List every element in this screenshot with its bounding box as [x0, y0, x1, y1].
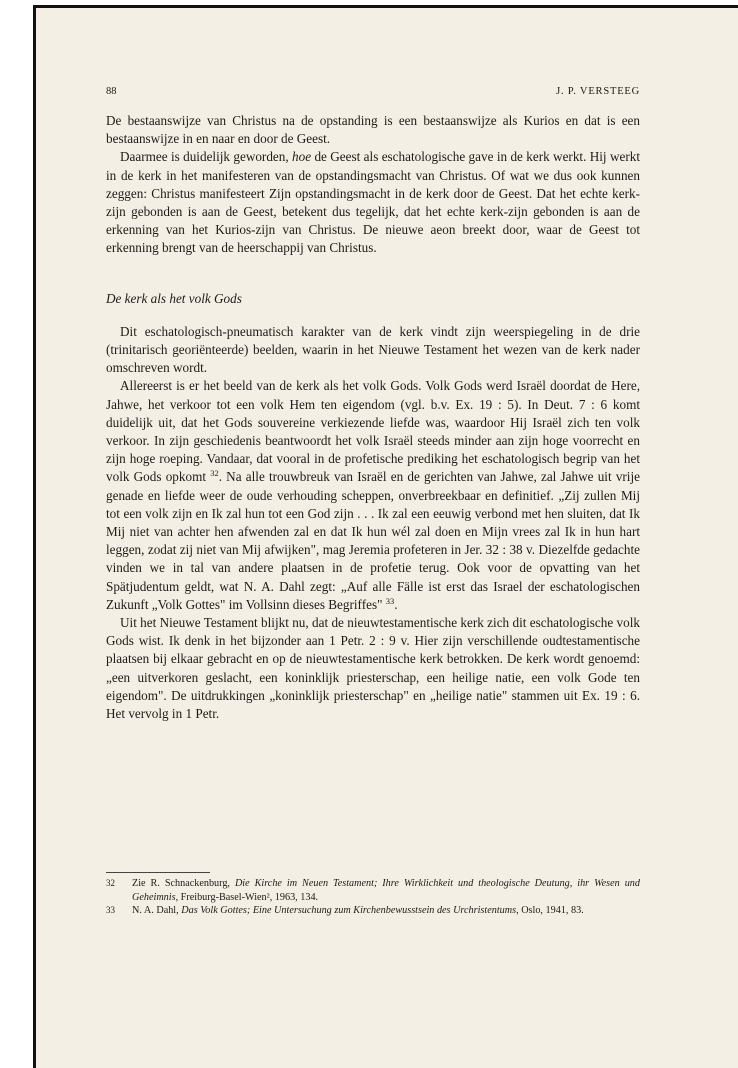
section-heading: De kerk als het volk Gods: [106, 290, 242, 306]
footnote-33: 33 N. A. Dahl, Das Volk Gottes; Eine Untersuchung zum Kirchenbewusstsein des Urchristentums, Oslo, 1941, 83.: [106, 905, 584, 917]
paragraph-4: Allereerst is er het beeld van de kerk als het volk Gods. Volk Gods werd Israël doordat de Here, Jahwe, het verkoor tot een volk Hem ten eigendom (vgl. b.v. Ex. 19 : 5). In Deut. 7 : 6 komt duidelijk uit, dat het Gods souvereine verkiezende liefde was, waardoor Hij Israël zich ten volk verkoor. In zijn geschiedenis beantwoordt het volk Israël steeds minder aan zijn hoge voorrecht en zijn hoge roeping. Vandaar, dat vooral in de profetische prediking het eschatologisch begrip van het volk Gods opkomt $^{32}$. Na alle trouwbreuk van Israël en de gerichten van Jahwe, zal Jahwe uit vrije genade en liefde weer de oude verhouding scheppen, onverbreekbaar en definitief. „Zij zullen Mij tot een volk zijn en Ik zal hun tot een God zijn . . . Ik zal een eeuwig verbond met hen sluiten, dat Ik Mij niet van achter hen afwenden zal en dat Ik hun wél zal doen en Mijn vrees zal Ik in hun hart leggen, zodat zij niet van Mij afwijken", mag Jeremia profeteren in Jer. 32 : 38 v. Diezelfde gedachte vinden we in tal van andere plaatsen in de profetie terug. Ook voor de opvatting van het Spätjudentum geldt, wat N. A. Dahl zegt: „Auf alle Fälle ist erst das Israel der eschatologischen Zukunft „Volk Gottes" im Vollsinn dieses Begriffes" $^{33}$.: [106, 378, 640, 612]
footnote-divider: [106, 872, 210, 873]
page-number: 88: [106, 86, 117, 97]
footnote-number: 33: [106, 905, 115, 916]
paragraph-3: Dit eschatologisch-pneumatisch karakter van de kerk vindt zijn weerspiegeling in de drie (trinitarisch georiënteerde) beelden, waarin in het Nieuwe Testament het wezen van de kerk nader omschreven wordt.: [106, 323, 640, 376]
running-head: J. P. VERSTEEG: [556, 86, 640, 97]
page-header: [106, 86, 640, 100]
footnote-32: 32 Zie R. Schnackenburg, Die Kirche im Neuen Testament; Ihre Wirklichkeit und theologische Deutung, ihr Wesen und Geheimnis, Freiburg-Basel-Wien², 1963, 134.: [106, 878, 640, 903]
paragraph-5: Uit het Nieuwe Testament blijkt nu, dat de nieuwtestamentische kerk zich dit eschatologische volk Gods wist. Ik denk in het bijzonder aan 1 Petr. 2 : 9 v. Hier zijn verschillende oudtestamentische plaatsen bij elkaar gebracht en op de nieuwtestamentische kerk betrokken. De kerk wordt genoemd: „een uitverkoren geslacht, een koninklijk priesterschap, een heilige natie, een volk Gode ten eigendom". De uitdrukkingen „koninklijk priesterschap" en „heilige natie" stammen uit Ex. 19 : 6. Het vervolg in 1 Petr.: [106, 615, 640, 722]
body-text: [106, 112, 640, 723]
paragraph-2: Daarmee is duidelijk geworden, hoe de Geest als eschatologische gave in de kerk werkt. Hij werkt in de kerk in het manifesteren van de opstandingsmacht van Christus. Of wat we dus ook kunnen zeggen: Christus manifesteert Zijn opstandingsmacht in de kerk door de Geest. Dat het echte kerk-zijn gebonden is aan de Geest, betekent dus tegelijk, dat het echte kerk-zijn gebonden is aan de erkenning van het Kurios-zijn van Christus. De nieuwe aeon breekt door, waar de Geest tot erkenning brengt van de heerschappij van Christus.: [106, 149, 640, 256]
footnote-number: 32: [106, 878, 115, 888]
footnote-ref-33: 33: [385, 595, 395, 606]
emphasis-hoe: hoe: [292, 149, 312, 165]
paragraph-1: De bestaanswijze van Christus na de opstanding is een bestaanswijze als Kurios en dat is een bestaanswijze in en naar en door de Geest.: [106, 113, 640, 147]
footnotes: [106, 877, 640, 918]
footnote-ref-32: 32: [210, 468, 219, 479]
